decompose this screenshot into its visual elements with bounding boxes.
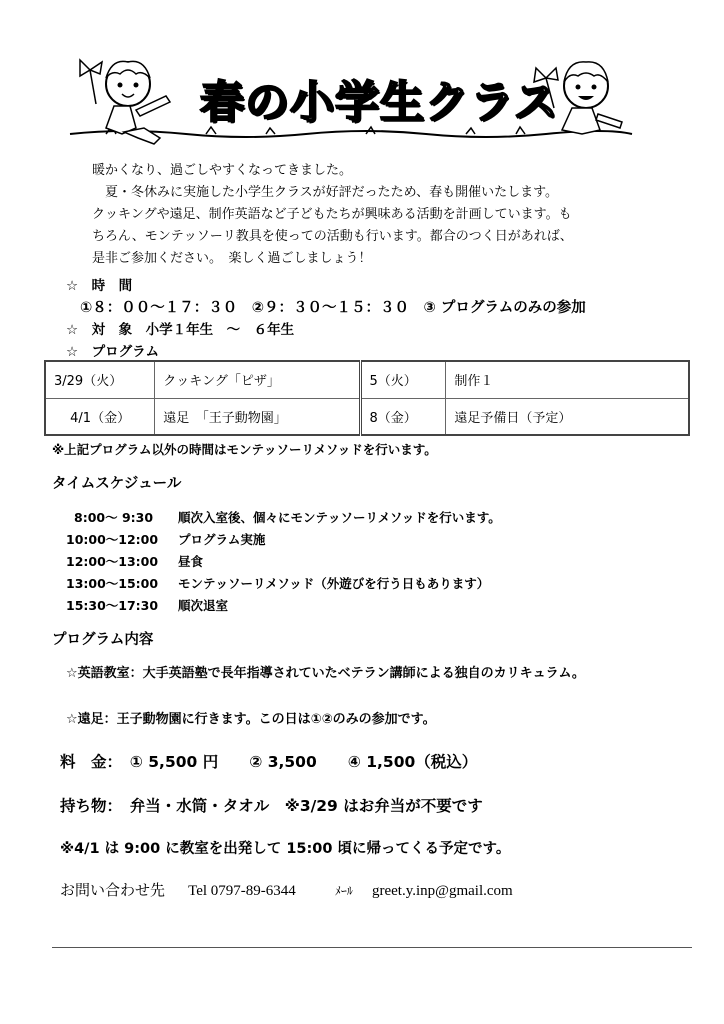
- schedule-heading: タイムスケジュール: [52, 476, 182, 492]
- content-heading: プログラム内容: [52, 632, 154, 648]
- program-activity: 制作１: [446, 361, 689, 398]
- program-date: 8（金）: [360, 398, 446, 435]
- program-date: 4/1（金）: [45, 398, 155, 435]
- schedule-desc: モンテッソーリメソッド（外遊びを行う日もあります）: [178, 576, 490, 591]
- program-date: 3/29（火）: [45, 361, 155, 398]
- program-note: ※上記プログラム以外の時間はモンテッソーリメソッドを行います。: [52, 442, 437, 457]
- time-heading: ☆ 時 間: [66, 278, 133, 294]
- program-activity: 遠足予備日（予定）: [446, 398, 689, 435]
- schedule-desc: 順次退室: [178, 598, 229, 613]
- contact-email[interactable]: greet.y.inp@gmail.com: [372, 883, 513, 899]
- table-row: [45, 398, 689, 435]
- contact-mail-label: ﾒｰﾙ: [334, 884, 353, 898]
- program-activity: 遠足 「王子動物園」: [155, 398, 360, 435]
- schedule-time: 15:30～17:30: [66, 598, 159, 613]
- contact-tel: Tel 0797-89-6344: [188, 883, 296, 899]
- footer-divider: [52, 947, 692, 948]
- schedule-time: 10:00～12:00: [66, 532, 159, 547]
- schedule-time: 12:00～13:00: [66, 554, 159, 569]
- program-activity: クッキング「ピザ」: [155, 361, 360, 398]
- belongings-text: 持ち物： 弁当・水筒・タオル ※3/29 はお弁当が不要です: [60, 797, 483, 815]
- time-options: ①８：００～１７：３０ ②９：３０～１５：３０ ③ プログラムのみの参加: [80, 300, 586, 316]
- table-row: [45, 361, 689, 398]
- program-heading: ☆ プログラム: [66, 344, 159, 360]
- content-excursion: ☆遠足：王子動物園に行きます。この日は①②のみの参加です。: [66, 712, 436, 727]
- contact-label: お問い合わせ先: [60, 883, 166, 899]
- program-table: [44, 360, 690, 436]
- program-date: 5（火）: [360, 361, 446, 398]
- schedule-desc: 昼食: [178, 554, 204, 569]
- intro-line-5: 是非ご参加ください。 楽しく過ごしましょう！: [92, 251, 372, 266]
- intro-line-2: 夏・冬休みに実施した小学生クラスが好評だったため、春も開催いたします。: [105, 185, 559, 200]
- schedule-note: ※4/1 は 9:00 に教室を出発して 15:00 頃に帰ってくる予定です。: [60, 841, 511, 857]
- intro-line-4: ちろん、モンテッソーリ教具を使っての活動も行います。都合のつく日があれば、: [92, 229, 573, 244]
- intro-line-1: 暖かくなり、過ごしやすくなってきました。: [92, 163, 353, 178]
- schedule-time: 8:00～ 9:30: [74, 510, 154, 525]
- target-text: ☆ 対 象 小学１年生 ～ ６年生: [66, 322, 295, 338]
- intro-line-3: クッキングや遠足、制作英語など子どもたちが興味ある活動を計画しています。も: [92, 207, 572, 222]
- fees-text: 料 金： ① 5,500 円 ② 3,500 ④ 1,500（税込）: [60, 753, 478, 771]
- schedule-desc: 順次入室後、個々にモンテッソーリメソッドを行います。: [178, 510, 501, 525]
- contact-line: [60, 879, 513, 900]
- schedule-time: 13:00～15:00: [66, 576, 159, 591]
- content-english: ☆英語教室：大手英語塾で長年指導されていたベテラン講師による独自のカリキュラム。: [66, 666, 585, 681]
- schedule-desc: プログラム実施: [178, 532, 266, 547]
- page-title: 春の小学生クラス: [200, 77, 559, 128]
